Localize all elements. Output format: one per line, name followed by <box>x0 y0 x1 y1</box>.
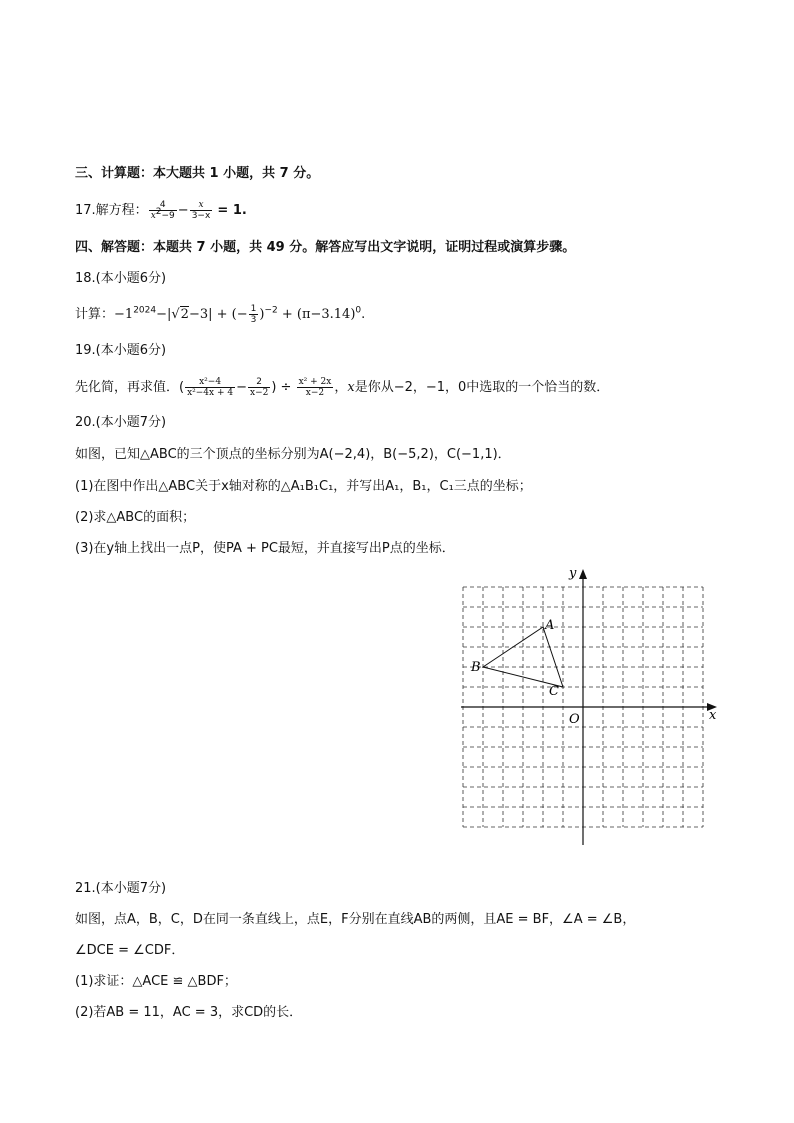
question-17: 17.解方程： $\frac{4}{x^2-9}$ − $\frac{x}{3-x}$ = 1. <box>75 200 247 221</box>
q17-label: 17.解方程： <box>75 203 148 218</box>
q17-fraction-2: $\frac{x}{3-x}$ <box>191 200 211 221</box>
q20-line-1: 如图，已知△ABC的三个顶点的坐标分别为A(−2,4)，B(−5,2)，C(−1,1)． <box>75 447 511 462</box>
q17-fraction-1: $\frac{4}{x^2-9}$ <box>150 200 175 221</box>
q21-line-3: (1)求证：△ACE ≌ △BDF； <box>75 974 237 989</box>
q21-line-2: ∠DCE = ∠CDF． <box>75 943 185 958</box>
q20-line-4: (3)在y轴上找出一点P，使PA + PC最短，并直接写出P点的坐标． <box>75 541 455 556</box>
y-axis-arrow <box>579 569 587 579</box>
section-3-heading: 三、计算题：本大题共 1 小题，共 7 分。 <box>75 166 320 181</box>
q20-line-3: (2)求△ABC的面积； <box>75 510 196 525</box>
q21-line-1: 如图，点A，B，C，D在同一条直线上，点E，F分别在直线AB的两侧，且AE = BF，∠A = ∠B， <box>75 912 636 927</box>
axes <box>461 569 717 845</box>
point-c-label: C <box>549 684 559 699</box>
y-axis-label: y <box>569 566 577 581</box>
q18-label: 18.(本小题6分) <box>75 271 167 286</box>
coordinate-grid-figure <box>455 560 725 850</box>
q21-label: 21.(本小题7分) <box>75 881 167 896</box>
question-18-expression: 计算：$-1^{2024}-|√2-3|$ + (− $\frac{1}{3}$ )$^{-2} + (\pi-3.14)^0$. <box>75 304 366 325</box>
q21-line-4: (2)若AB = 11，AC = 3，求CD的长． <box>75 1005 303 1020</box>
q19-label: 19.(本小题6分) <box>75 343 167 358</box>
point-a-label: A <box>545 618 555 633</box>
q17-rhs: = 1. <box>217 203 247 218</box>
point-b-label: B <box>471 660 481 675</box>
section-4-heading: 四、解答题：本题共 7 小题，共 49 分。解答应写出文字说明，证明过程或演算步骤。 <box>75 240 576 255</box>
question-19-expression: 先化简，再求值．( $\frac{\text{x²−4}}{\text{x²−4x + 4}}$ − $\frac{2}{x-2}$ ) ÷ $\frac{\text{x² + 2x}}{x-2}$ ，x是你从−2，−1，0中选取的一个恰当的数． <box>75 377 610 398</box>
x-axis-label: x <box>709 708 717 723</box>
q20-label: 20.(本小题7分) <box>75 415 167 430</box>
origin-label: O <box>569 712 580 727</box>
q20-line-2: (1)在图中作出△ABC关于x轴对称的△A₁B₁C₁，并写出A₁，B₁，C₁三点的坐标； <box>75 479 532 494</box>
